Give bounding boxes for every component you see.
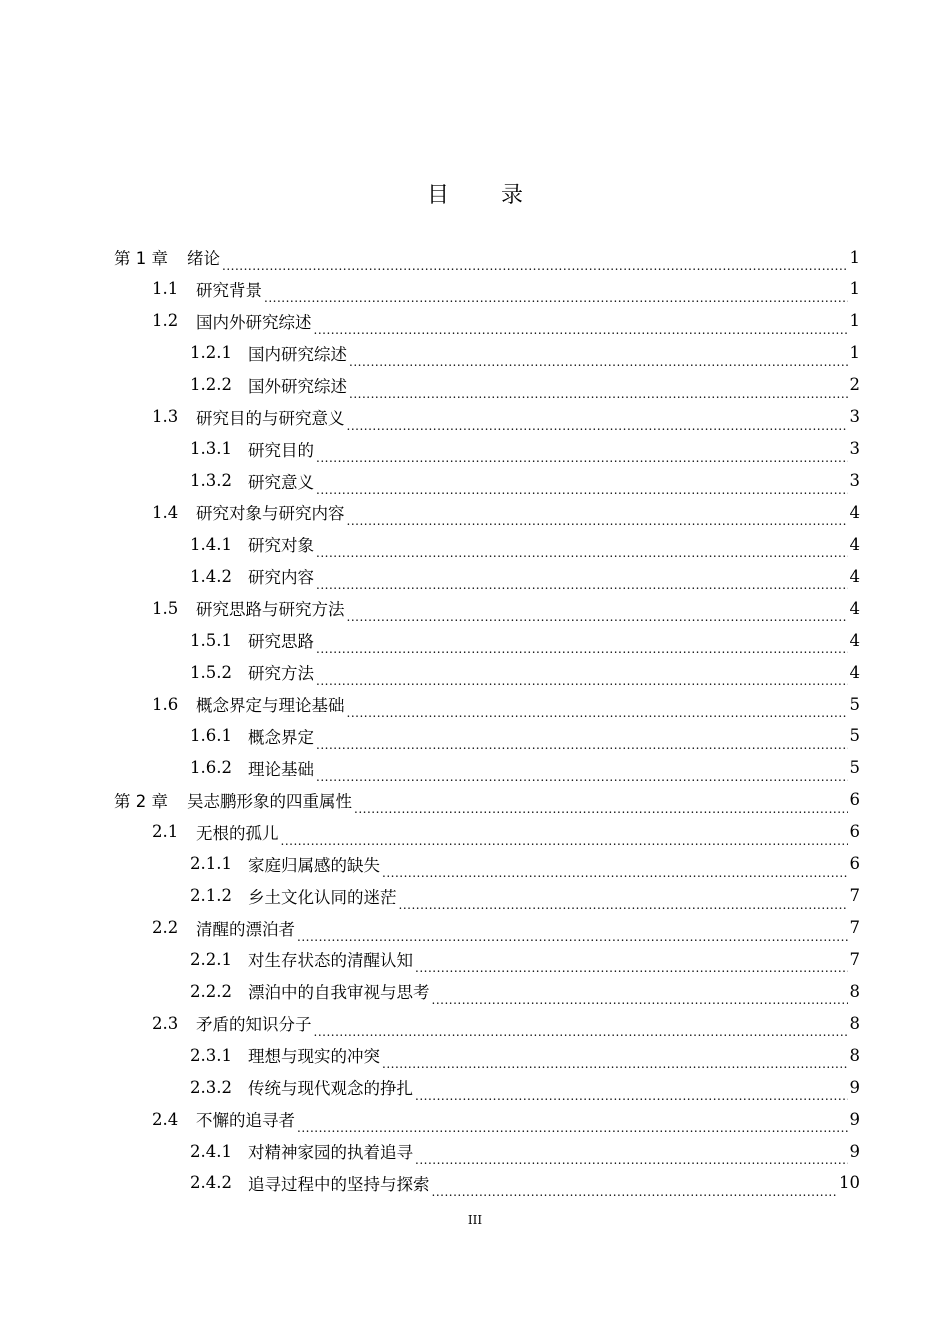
toc-entry[interactable] xyxy=(190,881,860,911)
page-number-footer: III xyxy=(467,1213,483,1227)
toc-entry-title: 家庭归属感的缺失 xyxy=(248,855,380,875)
toc-entry-title: 研究目的 xyxy=(248,440,314,460)
toc-leader-dots xyxy=(347,418,848,432)
toc-entry-page: 8 xyxy=(849,1013,860,1033)
toc-entry-page: 1 xyxy=(849,311,860,331)
toc-entry[interactable] xyxy=(114,785,860,815)
toc-entry-page: 2 xyxy=(849,375,860,395)
toc-entry-number: 1.2.1 xyxy=(190,343,232,363)
toc-entry[interactable] xyxy=(190,849,860,879)
toc-entry-page: 4 xyxy=(849,662,860,682)
toc-leader-dots xyxy=(316,577,848,591)
toc-entry-title: 研究目的与研究意义 xyxy=(196,408,345,428)
toc-entry-title: 国内研究综述 xyxy=(248,344,347,364)
title-char-2: 录 xyxy=(501,183,524,208)
toc-entry-number: 1.3 xyxy=(152,407,179,427)
toc-entry-page: 5 xyxy=(849,726,860,746)
toc-entry-page: 5 xyxy=(849,694,860,714)
toc-entry-page: 8 xyxy=(849,981,860,1001)
toc-leader-dots xyxy=(316,737,848,751)
toc-entry-number: 2.4.1 xyxy=(190,1141,232,1161)
toc-entry-page: 4 xyxy=(849,502,860,522)
toc-entry-number: 第 1 章 xyxy=(114,249,168,268)
toc-entry[interactable] xyxy=(190,721,860,751)
toc-entry-page: 6 xyxy=(849,854,860,874)
toc-leader-dots xyxy=(314,1024,848,1038)
toc-entry-title: 理论基础 xyxy=(248,759,314,779)
toc-entry[interactable] xyxy=(152,913,860,943)
toc-entry-title: 追寻过程中的坚持与探索 xyxy=(248,1174,430,1194)
toc-leader-dots xyxy=(314,322,848,336)
toc-entry[interactable] xyxy=(190,1072,860,1102)
toc-entry-title: 研究意义 xyxy=(248,472,314,492)
toc-entry-title: 绪论 xyxy=(187,249,220,268)
toc-entry-number: 1.5.1 xyxy=(190,630,232,650)
toc-entry-number: 1.4.1 xyxy=(190,534,232,554)
toc-entry-page: 3 xyxy=(849,407,860,427)
toc-leader-dots xyxy=(415,960,848,974)
toc-entry-number: 1.2 xyxy=(152,311,179,331)
toc-entry-page: 1 xyxy=(849,279,860,299)
toc-entry-title: 不懈的追寻者 xyxy=(196,1111,295,1131)
toc-entry-number: 1.4.2 xyxy=(190,566,232,586)
toc-entry-number: 2.4 xyxy=(152,1109,179,1129)
toc-entry-page: 4 xyxy=(849,534,860,554)
toc-entry-page: 9 xyxy=(849,1141,860,1161)
toc-leader-dots xyxy=(415,1152,848,1166)
toc-leader-dots xyxy=(316,673,848,687)
toc-entry[interactable] xyxy=(152,1008,860,1038)
toc-entry[interactable] xyxy=(190,1168,860,1198)
toc-leader-dots xyxy=(432,1184,838,1198)
toc-entry-number: 2.1.2 xyxy=(190,886,232,906)
toc-entry[interactable] xyxy=(190,561,860,591)
toc-entry[interactable] xyxy=(152,689,860,719)
toc-leader-dots xyxy=(415,1088,848,1102)
toc-entry-title: 乡土文化认同的迷茫 xyxy=(248,887,397,907)
toc-entry[interactable] xyxy=(152,402,860,432)
toc-entry[interactable] xyxy=(152,497,860,527)
toc-entry[interactable] xyxy=(190,1136,860,1166)
toc-entry[interactable] xyxy=(152,593,860,623)
toc-entry[interactable] xyxy=(190,625,860,655)
toc-entry-page: 9 xyxy=(849,1109,860,1129)
toc-entry-title: 国外研究综述 xyxy=(248,376,347,396)
toc-entry-number: 1.6.1 xyxy=(190,726,232,746)
toc-entry-number: 2.2.2 xyxy=(190,981,232,1001)
toc-entry-title: 漂泊中的自我审视与思考 xyxy=(248,983,430,1003)
toc-leader-dots xyxy=(382,865,848,879)
toc-title xyxy=(0,178,950,209)
toc-entry-title: 研究思路与研究方法 xyxy=(196,600,345,620)
toc-entry-page: 10 xyxy=(839,1173,860,1193)
toc-entry-page: 4 xyxy=(849,566,860,586)
toc-leader-dots xyxy=(297,1120,848,1134)
toc-entry-title: 概念界定 xyxy=(248,727,314,747)
toc-entry-number: 1.5 xyxy=(152,598,179,618)
toc-entry[interactable] xyxy=(190,944,860,974)
toc-entry[interactable] xyxy=(190,529,860,559)
toc-entry-number: 2.4.2 xyxy=(190,1173,232,1193)
toc-entry-page: 7 xyxy=(849,886,860,906)
toc-leader-dots xyxy=(347,609,848,623)
toc-entry-number: 2.3.1 xyxy=(190,1045,232,1065)
toc-entry-page: 6 xyxy=(849,822,860,842)
toc-entry-title: 研究内容 xyxy=(248,568,314,588)
toc-entry[interactable] xyxy=(190,976,860,1006)
toc-entry-page: 1 xyxy=(849,343,860,363)
toc-entry-title: 国内外研究综述 xyxy=(196,312,312,332)
toc-leader-dots xyxy=(349,354,848,368)
toc-entry[interactable] xyxy=(152,274,860,304)
toc-entry[interactable] xyxy=(190,466,860,496)
toc-leader-dots xyxy=(316,482,848,496)
toc-leader-dots xyxy=(316,769,848,783)
toc-leader-dots xyxy=(281,833,848,847)
toc-entry-number: 2.3.2 xyxy=(190,1077,232,1097)
toc-entry-title: 吴志鹏形象的四重属性 xyxy=(187,791,352,811)
toc-entry-number: 2.1 xyxy=(152,822,179,842)
toc-entry[interactable] xyxy=(190,1040,860,1070)
toc-entry-number: 2.1.1 xyxy=(190,854,232,874)
toc-entry-page: 9 xyxy=(849,1077,860,1097)
toc-leader-dots xyxy=(349,386,848,400)
toc-entry-page: 4 xyxy=(849,630,860,650)
toc-entry[interactable] xyxy=(190,657,860,687)
toc-entry-title: 对精神家园的执着追寻 xyxy=(248,1143,413,1163)
toc-entry-number: 1.3.2 xyxy=(190,471,232,490)
toc-entry-number: 1.6.2 xyxy=(190,758,232,778)
toc-entry-number: 1.3.1 xyxy=(190,439,232,459)
title-char-1: 目 xyxy=(426,183,449,208)
toc-leader-dots xyxy=(316,450,848,464)
toc-entry-page: 3 xyxy=(849,471,860,490)
toc-entry-page: 8 xyxy=(849,1045,860,1065)
toc-entry-page: 6 xyxy=(849,790,860,810)
toc-entry-title: 矛盾的知识分子 xyxy=(196,1015,312,1035)
toc-entry-number: 1.4 xyxy=(152,502,179,522)
toc-entry[interactable] xyxy=(190,753,860,783)
toc-entry-title: 概念界定与理论基础 xyxy=(196,696,345,716)
toc-entry-page: 5 xyxy=(849,758,860,778)
toc-entry-page: 7 xyxy=(849,949,860,969)
toc-entry-page: 4 xyxy=(849,598,860,618)
toc-entry-title: 研究思路 xyxy=(248,632,314,652)
toc-leader-dots xyxy=(399,897,848,911)
toc-entry[interactable] xyxy=(152,1104,860,1134)
toc-leader-dots xyxy=(222,258,848,272)
toc-leader-dots xyxy=(297,929,848,943)
toc-leader-dots xyxy=(354,801,848,815)
toc-entry[interactable] xyxy=(114,242,860,272)
toc-entry-title: 清醒的漂泊者 xyxy=(196,919,295,939)
toc-entry-title: 对生存状态的清醒认知 xyxy=(248,951,413,971)
toc-entry[interactable] xyxy=(190,370,860,400)
toc-leader-dots xyxy=(382,1056,848,1070)
toc-entry-title: 研究背景 xyxy=(196,280,262,300)
toc-leader-dots xyxy=(316,641,848,655)
toc-entry-number: 1.1 xyxy=(152,279,179,299)
toc-entry-page: 3 xyxy=(849,439,860,459)
toc-entry-title: 研究对象与研究内容 xyxy=(196,504,345,524)
toc-entry-title: 传统与现代观念的挣扎 xyxy=(248,1079,413,1099)
toc-entry[interactable] xyxy=(190,434,860,464)
toc-entry-number: 1.5.2 xyxy=(190,662,232,682)
toc-leader-dots xyxy=(264,290,848,304)
toc-entry[interactable] xyxy=(152,306,860,336)
toc-leader-dots xyxy=(432,992,848,1006)
toc-entry-page: 7 xyxy=(849,918,860,938)
toc-entry-title: 无根的孤儿 xyxy=(196,823,279,843)
toc-entry-title: 理想与现实的冲突 xyxy=(248,1047,380,1067)
toc-entry-number: 2.2.1 xyxy=(190,949,232,969)
toc-entry[interactable] xyxy=(152,817,860,847)
toc-entry-number: 1.2.2 xyxy=(190,375,232,395)
toc-leader-dots xyxy=(347,513,848,527)
toc-leader-dots xyxy=(347,705,848,719)
toc-entry-number: 2.3 xyxy=(152,1013,179,1033)
toc-leader-dots xyxy=(316,545,848,559)
toc-entry-page: 1 xyxy=(849,247,860,267)
toc-entry-number: 2.2 xyxy=(152,918,179,938)
toc-entry[interactable] xyxy=(190,338,860,368)
toc-entry-title: 研究方法 xyxy=(248,664,314,684)
toc-entry-number: 第 2 章 xyxy=(114,791,168,811)
toc-entry-title: 研究对象 xyxy=(248,536,314,556)
toc-entry-number: 1.6 xyxy=(152,694,179,714)
